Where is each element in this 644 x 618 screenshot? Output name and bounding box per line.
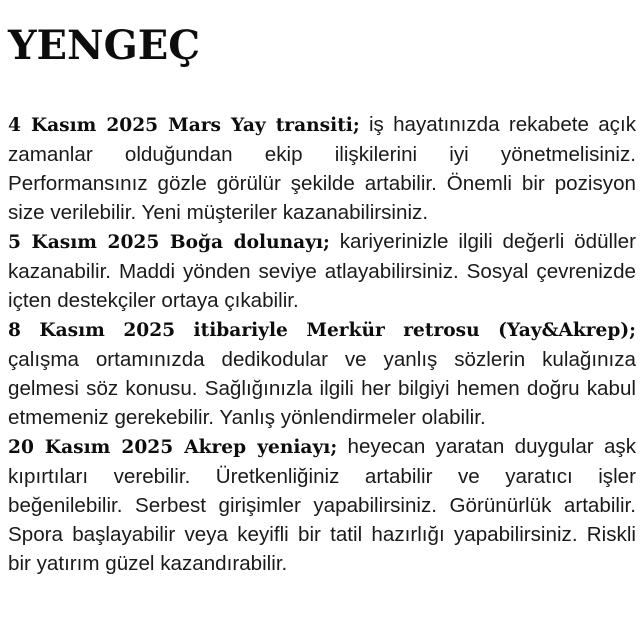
entry-text: iş hayatınızda rekabete açık zamanlar olduğundan ekip ilişkilerini iyi yönetmelisiniz. Performansınız gözle görülür şekilde artabilir. Önemli bir pozisyon size verilebilir. Yeni müşteriler kazanabilirsiniz. xyxy=(8,113,636,224)
entry-mercury-retrograde xyxy=(8,315,636,432)
entry-heading: 8 Kasım 2025 itibariyle Merkür retrosu (Yay&Akrep); xyxy=(8,320,636,341)
entry-heading: 5 Kasım 2025 Boğa dolunayı; xyxy=(8,232,330,253)
entry-taurus-full-moon xyxy=(8,227,636,315)
entry-text: çalışma ortamınızda dedikodular ve yanlış sözlerin kulağınıza gelmesi söz konusu. Sağlığınızla ilgili her bilgiyi hemen doğru kabul etmemeniz gerekebilir. Yanlış yönlendirmeler olabilir. xyxy=(8,348,636,429)
entry-text: heyecan yaratan duygular aşk kıpırtıları verebilir. Üretkenliğiniz artabilir ve yaratıcı işler beğenilebilir. Serbest girişimler yapabilirsiniz. Görünürlük artabilir. Spora başlayabilir veya keyifli bir tatil hazırlığı yapabilirsiniz. Riskli bir yatırım güzel kazandırabilir. xyxy=(8,435,636,575)
entry-heading: 20 Kasım 2025 Akrep yeniayı; xyxy=(8,437,338,458)
entry-heading: 4 Kasım 2025 Mars Yay transiti; xyxy=(8,115,360,136)
page-title: YENGEÇ xyxy=(8,22,201,69)
entry-text: kariyerinizle ilgili değerli ödüller kazanabilir. Maddi yönden seviye atlayabilirsiniz. Sosyal çevrenizde içten destekçiler ortaya çıkabilir. xyxy=(8,230,636,312)
entry-mars-transit xyxy=(8,110,636,227)
entry-scorpio-new-moon xyxy=(8,432,636,578)
